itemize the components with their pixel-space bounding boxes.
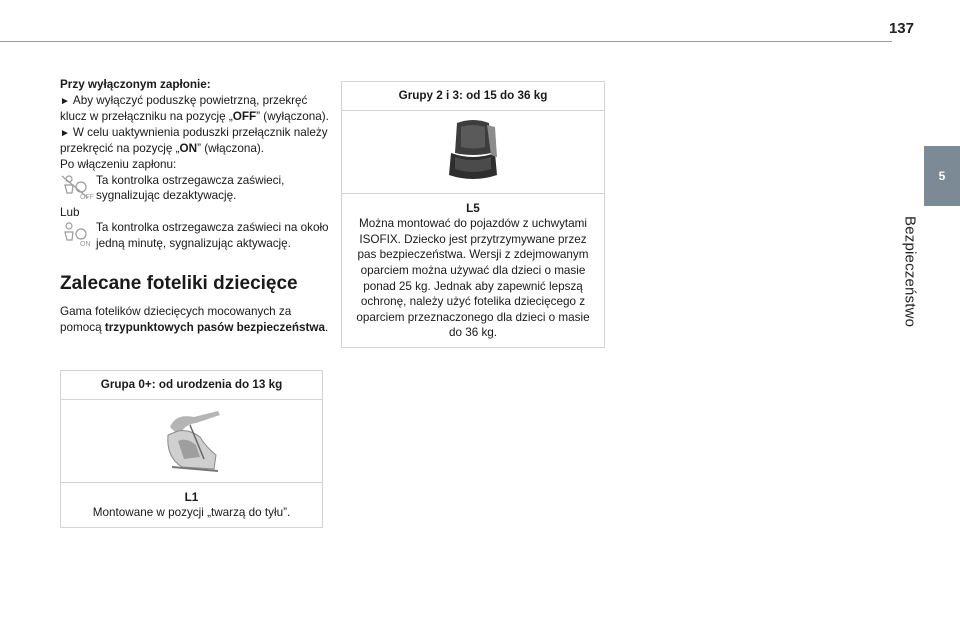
intro-paragraph: Gama fotelików dziecięcych mocowanych za pomocą trzypunktowych pasów bezpieczeństwa. <box>60 305 329 334</box>
seat-description: Montowane w pozycji „twarzą do tyłu”. <box>92 506 291 520</box>
chapter-tab <box>924 146 960 206</box>
booster-seat-illustration <box>443 117 503 187</box>
on-label: ON <box>179 142 198 156</box>
chapter-title-text: Bezpieczeństwo <box>901 216 919 328</box>
ignition-off-heading: Przy wyłączonym zapłonie: <box>60 78 211 91</box>
airbag-on-warning-icon <box>60 221 90 247</box>
table-description-cell <box>61 482 322 527</box>
left-column <box>60 77 330 335</box>
seat-description: Można montować do pojazdów z uchwytami ISOFIX. Dziecko jest przytrzymywane przez pas bezpieczeństwa. Wersji z zdejmowanym oparciem można używać dla dzieci o masie ponad 25 kg. Jednak aby zapewnić lepszą ochronę, należy użyć fotelika dziecięcego z oparciem przeznaczonego dla dzieci o masie do 36 kg. <box>356 217 590 340</box>
lamp-off-text: Ta kontrolka ostrzegawcza zaświeci, sygnalizując dezaktywację. <box>96 173 285 203</box>
svg-text:OFF: OFF <box>80 193 94 201</box>
chapter-number: 5 <box>938 169 946 183</box>
table-header: Grupa 0+: od urodzenia do 13 kg <box>100 378 283 391</box>
lamp-on-paragraph <box>60 220 330 252</box>
chapter-title <box>898 216 922 346</box>
airbag-off-warning-icon <box>60 174 94 201</box>
rear-facing-seat-illustration <box>160 407 224 475</box>
section-title: Zalecane foteliki dziecięce <box>60 273 298 295</box>
table-description-cell <box>342 193 604 347</box>
seat-image-cell <box>342 110 604 193</box>
seat-code: L1 <box>184 490 199 504</box>
table-header: Grupy 2 i 3: od 15 do 36 kg <box>398 89 548 102</box>
page-number: 137 <box>888 20 914 37</box>
on-step: ► W celu uaktywnienia poduszki przełącznik należy przekręcić na pozycję „ON” (włączona). <box>60 125 328 156</box>
or-text: Lub <box>60 205 80 219</box>
svg-text:ON: ON <box>80 241 91 249</box>
intro-bold: trzypunktowych pasów bezpieczeństwa <box>104 320 325 334</box>
seat-image-cell <box>61 399 322 482</box>
off-label: OFF <box>232 110 257 124</box>
lamp-off-paragraph <box>60 173 330 205</box>
seat-table-group0 <box>60 370 323 528</box>
arrow-bullet-icon: ► <box>60 95 70 107</box>
off-step: ► Aby wyłączyć poduszkę powietrzną, przekręć klucz w przełączniku na pozycję „OFF” (wyłączona). <box>60 93 329 124</box>
ignition-on-heading: Po włączeniu zapłonu: <box>60 157 177 171</box>
lamp-on-text: Ta kontrolka ostrzegawcza zaświeci na około jedną minutę, sygnalizując aktywację. <box>96 221 329 250</box>
header-rule <box>0 41 892 42</box>
seat-code: L5 <box>466 201 480 215</box>
seat-table-group23 <box>341 81 605 348</box>
arrow-bullet-icon: ► <box>60 127 70 139</box>
